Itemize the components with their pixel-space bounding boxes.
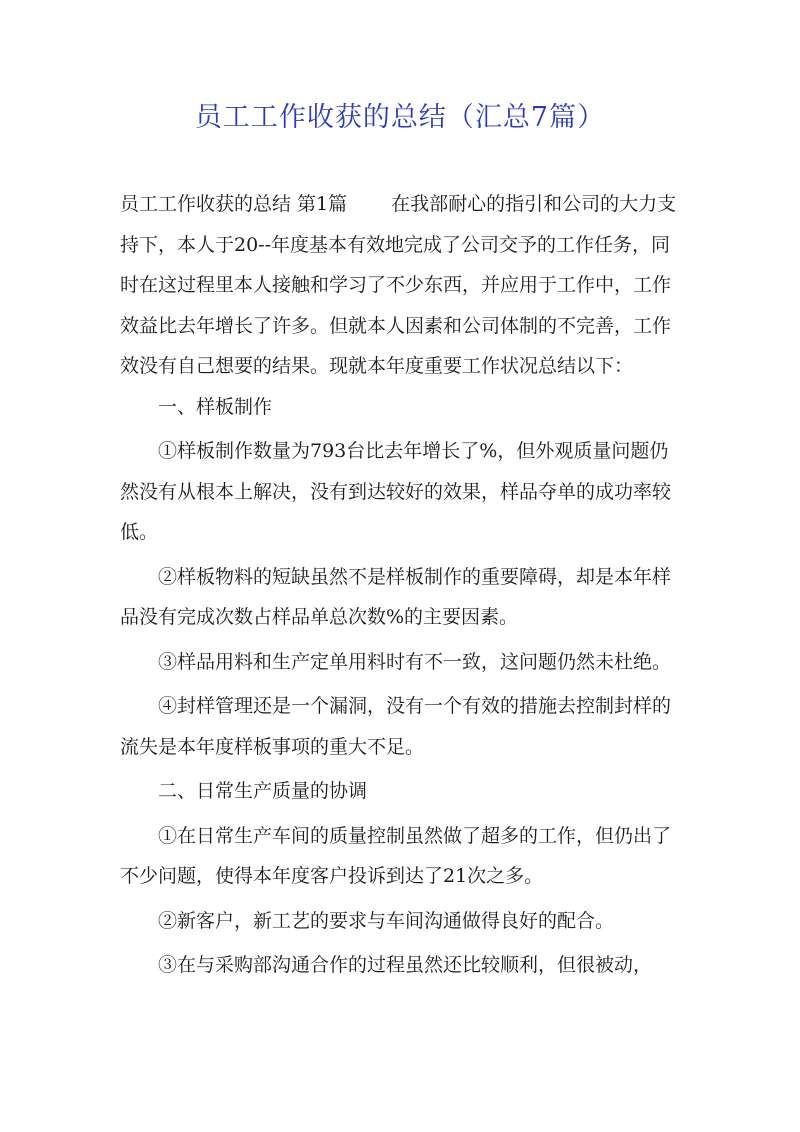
article-label: 员工工作收获的总结 第1篇 (120, 193, 348, 215)
section-item: ①样板制作数量为793台比去年增长了%，但外观质量问题仍然没有从根本上解决，没有到达较好的效果，样品夺单的成功率较低。 (120, 440, 672, 543)
section-heading: 一、样板制作 (158, 395, 273, 418)
intro-text: 在我部耐心的指引和公司的大力支持下，本人于20--年度基本有效地完成了公司交予的工作任务，同时在这过程里本人接触和学习了不少东西，并应用于工作中，工作效益比去年增长了许多。但就本人因素和公司体制的不完善，工作效没有自己想要的结果。现就本年度重要工作状况总结以下： (120, 193, 677, 377)
document-title: 员工工作收获的总结（汇总7篇） (194, 102, 606, 133)
document-body (120, 184, 686, 986)
section-item: ④封样管理还是一个漏洞，没有一个有效的措施去控制封样的流失是本年度样板事项的重大不足。 (120, 695, 672, 758)
section-item: ③样品用料和生产定单用料时有不一致，这问题仍然未杜绝。 (158, 650, 672, 673)
section-item: ②新客户，新工艺的要求与车间沟通做得良好的配合。 (158, 909, 615, 932)
section-item: ②样板物料的短缺虽然不是样板制作的重要障碍，却是本年样品没有完成次数占样品单总次数%的主要因素。 (120, 565, 672, 628)
section-item: ③在与采购部沟通合作的过程虽然还比较顺利，但很被动， (158, 954, 653, 976)
intro-paragraph (120, 184, 686, 387)
section-heading: 二、日常生产质量的协调 (158, 780, 368, 802)
section-item: ①在日常生产车间的质量控制虽然做了超多的工作，但仍出了不少问题，使得本年度客户投诉到达了21次之多。 (120, 824, 672, 887)
